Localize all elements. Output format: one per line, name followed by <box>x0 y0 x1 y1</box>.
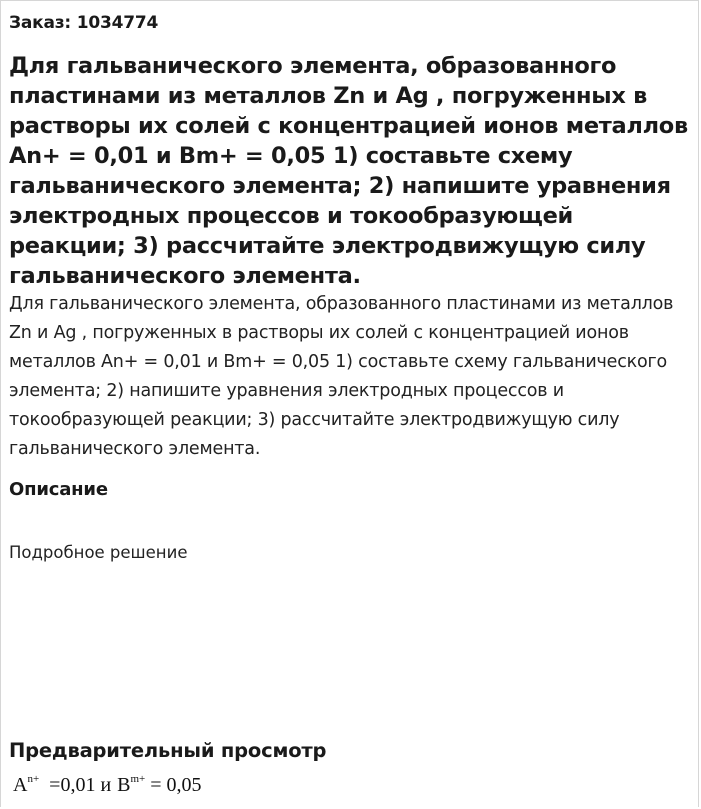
task-title: Для гальванического элемента, образованного пластинами из металлов Zn и Ag , погруженных в растворы их солей с концентрацией ионов металлов An+ = 0,01 и Bm+ = 0,05 1) составьте схему гальванического элемента; 2) напишите уравнения электродных процессов и токообразующей реакции; 3) рассчитайте электродвижущую силу гальванического элемента. <box>9 53 688 289</box>
formula-b-value: = 0,05 <box>150 774 202 796</box>
formula-a-sup: n+ <box>27 773 40 785</box>
preview-heading: Предварительный просмотр <box>9 739 327 762</box>
description-heading: Описание <box>9 479 108 500</box>
task-text: Для гальванического элемента, образованного пластинами из металлов Zn и Ag , погруженных в растворы их солей с концентрацией ионов металлов An+ = 0,01 и Bm+ = 0,05 1) составьте схему гальванического элемента; 2) напишите уравнения электродных процессов и токообразующей реакции; 3) рассчитайте электродвижущую силу гальванического элемента. <box>9 294 674 459</box>
formula-a-base: A <box>13 774 28 796</box>
description-text: Подробное решение <box>9 543 188 562</box>
formula-b-sup: m+ <box>130 773 146 785</box>
formula-a-value: =0,01 и <box>49 774 112 796</box>
preview-formula <box>13 771 202 799</box>
order-number: Заказ: 1034774 <box>9 13 159 33</box>
formula-b-base: B <box>117 774 131 796</box>
